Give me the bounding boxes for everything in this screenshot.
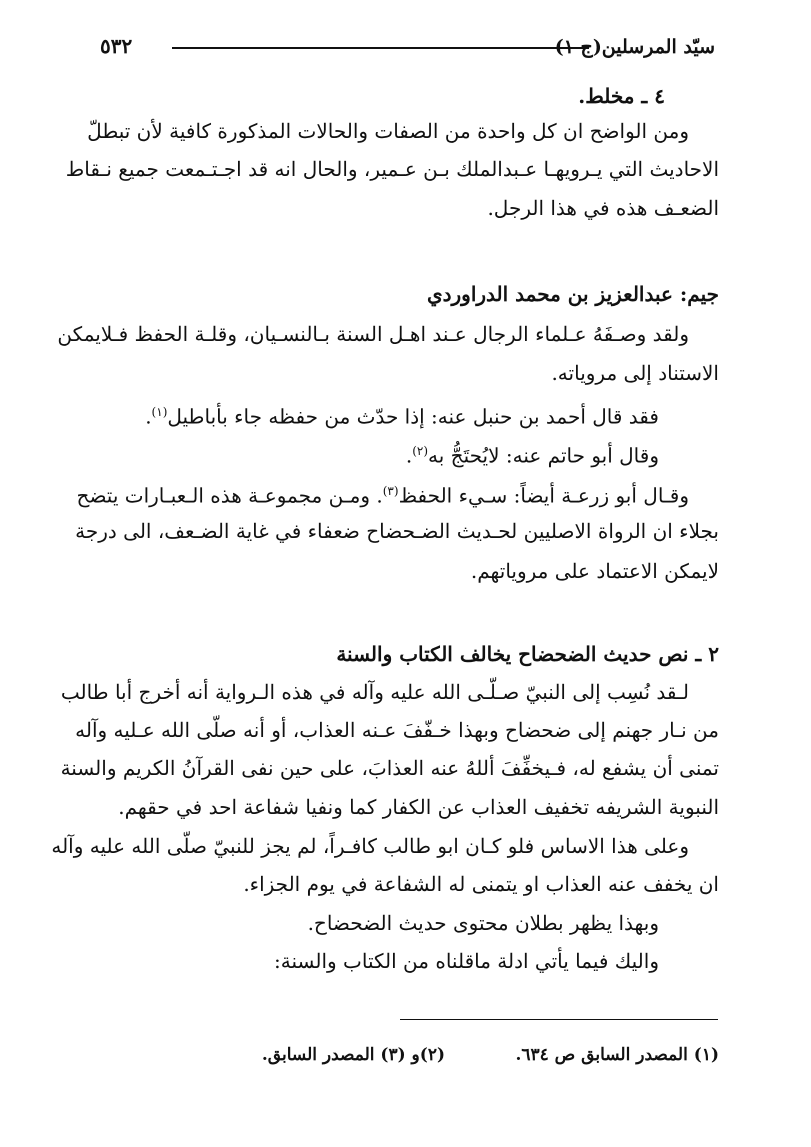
paragraph-line: واليك فيما يأتي ادلة ماقلناه من الكتاب والسنة:: [274, 949, 659, 973]
footnote-rule: [400, 1019, 718, 1020]
page-number: ٥٣٢: [100, 34, 133, 58]
paragraph-line: وعلى هذا الاساس فلو كـان ابو طالب كافـراً، لم يجز للنبيّ صلّى الله عليه وآله: [51, 834, 689, 858]
footnote-2-3: (٢)و (٣) المصدر السابق.: [261, 1045, 445, 1065]
running-header-title: سيّد المرسلين(ج ١): [554, 36, 715, 58]
paragraph-line: ولقد وصـفَهُ عـلماء الرجال عـند اهـل السنة بـالنسـيان، وقلـة الحفظ فـلايمكن: [57, 322, 689, 346]
quote-line: [91, 400, 659, 429]
paragraph-line: الاستناد إلى مروياته.: [551, 361, 719, 385]
paragraph-line: ان يخفف عنه العذاب او يتمنى له الشفاعة في يوم الجزاء.: [243, 872, 719, 896]
quote-line: [91, 439, 659, 468]
paragraph-line: تمنى أن يشفع له، فـيخفِّفَ أللهُ عنه العذابَ، على حين نفى القرآنُ الكريم والسنة: [60, 756, 719, 780]
quote-text: فقد قال أحمد بن حنبل عنه: إذا حدّث من حفظه جاء بأباطيل: [167, 404, 659, 429]
quote-end: .: [145, 404, 152, 429]
paragraph-line: وبهذا يظهر بطلان محتوى حديث الضحضاح.: [307, 911, 659, 935]
paragraph-text: . ومـن مجموعـة هذه الـعبـارات يتضح: [76, 483, 383, 508]
paragraph-line: لـقد نُسِب إلى النبيّ صـلّـى الله عليه وآله في هذه الـرواية أنه أخرج أبا طالب: [60, 680, 689, 704]
paragraph-line: من نـار جهنم إلى ضحضاح وبهذا خـفّفَ عـنه العذاب، أو أنه صلّى الله عـليه وآله: [75, 718, 719, 742]
section-heading: جيم: عبدالعزيز بن محمد الدراوردي: [426, 282, 719, 306]
quote-text: وقال أبو حاتم عنه: لايُحتَجُّ به: [428, 443, 659, 468]
paragraph-line: [76, 479, 689, 508]
footnote-ref: (١): [151, 405, 168, 419]
paragraph-text: وقـال أبو زرعـة أيضاً: سـيء الحفظ: [398, 483, 689, 508]
section-heading: ٢ ـ نص حديث الضحضاح يخالف الكتاب والسنة: [336, 642, 719, 666]
paragraph-line: النبوية الشريفه تخفيف العذاب عن الكفار كما ونفيا شفاعة احد في حقهم.: [118, 795, 719, 819]
footnote-1: (١) المصدر السابق ص ٦٣٤.: [515, 1045, 719, 1065]
paragraph-line: الضعـف هذه في هذا الرجل.: [487, 196, 719, 220]
footnote-ref: (٢): [412, 444, 429, 458]
footnote-ref: (٣): [382, 484, 399, 498]
header-rule: [172, 47, 589, 49]
paragraph-line: بجلاء ان الرواة الاصليين لحـديث الضـحضاح ضعفاء في غاية الضـعف، الى درجة: [75, 519, 719, 543]
paragraph-line: لايمكن الاعتماد على مروياتهم.: [470, 559, 719, 583]
paragraph-line: ومن الواضح ان كل واحدة من الصفات والحالات المذكورة كافية لأن تبطلّ: [87, 119, 689, 143]
paragraph-line: الاحاديث التي يـرويهـا عـبدالملك بـن عـمير، والحال انه قد اجـتـمعت جميع نـقاط: [65, 157, 719, 181]
list-item-4: ٤ ـ مخلط.: [578, 84, 665, 108]
quote-end: .: [405, 443, 413, 468]
